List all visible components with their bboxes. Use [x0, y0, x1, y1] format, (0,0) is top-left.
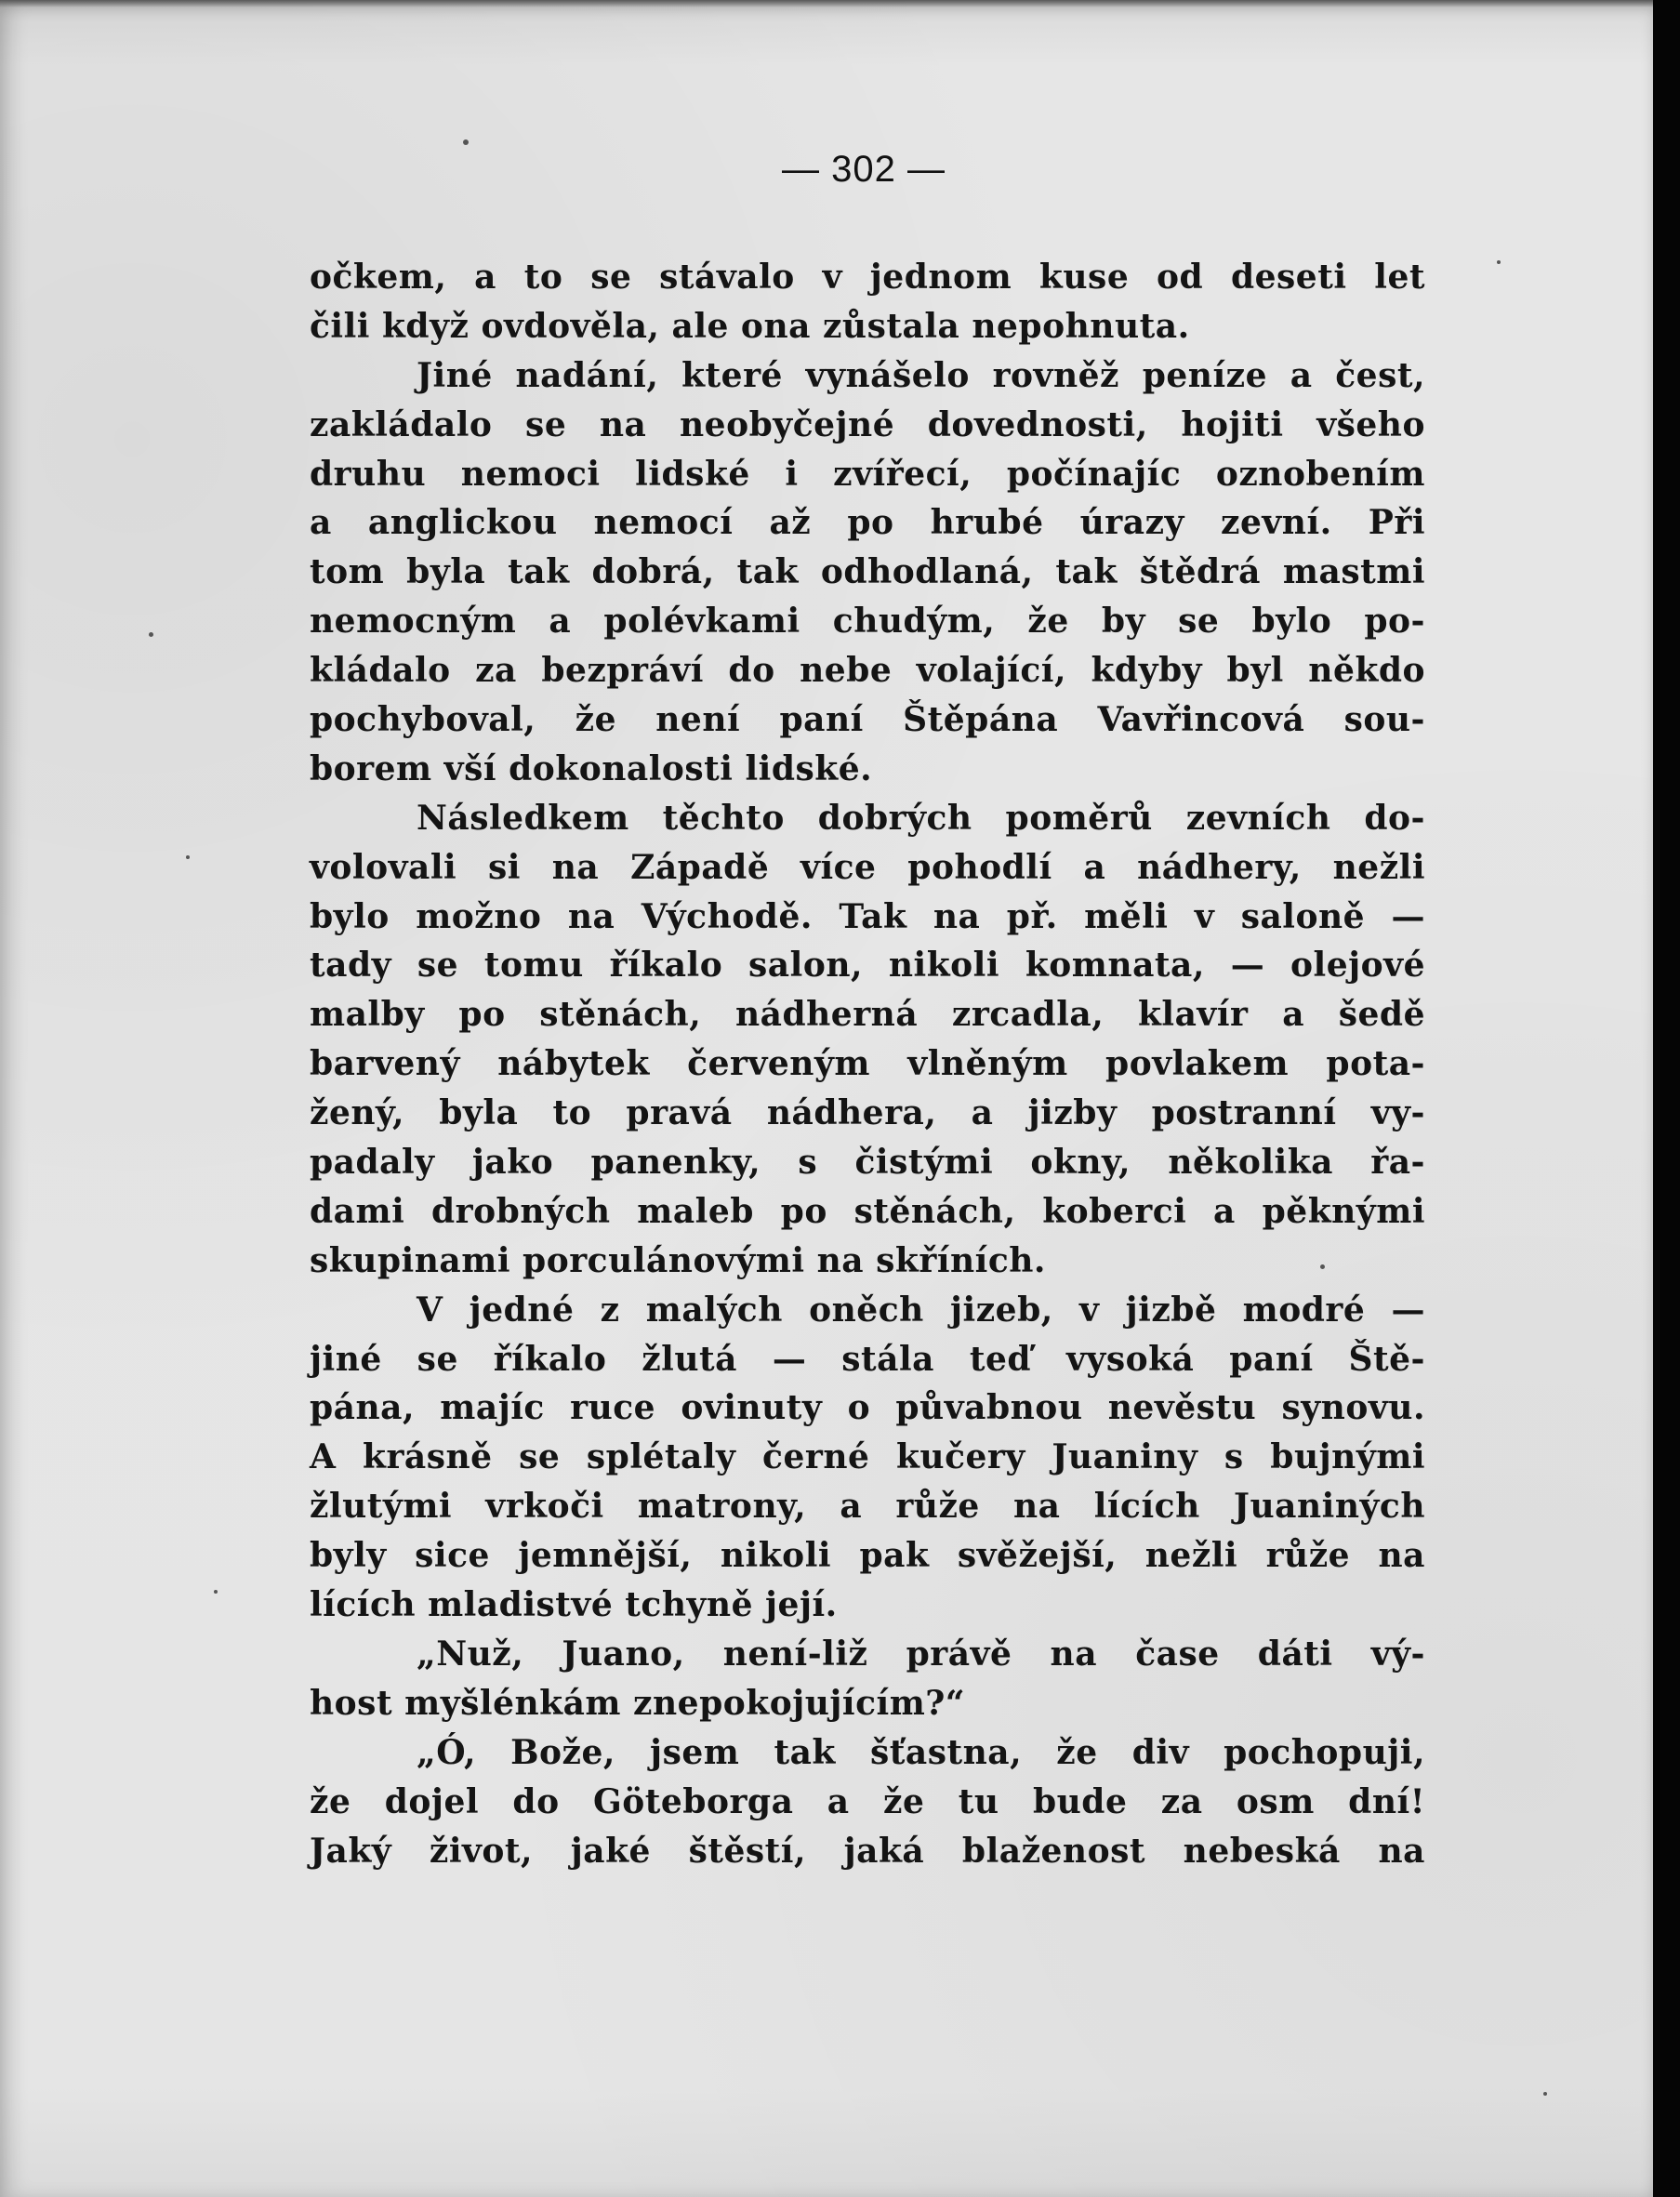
text-line: že dojel do Göteborga a že tu bude za osm dní! — [310, 1781, 1425, 1821]
text-line: pochyboval, že není paní Štěpána Vavřincová sou- — [310, 700, 1425, 740]
text-line: Následkem těchto dobrých poměrů zevních do- — [417, 798, 1425, 838]
scan-speck — [214, 1590, 218, 1594]
text-line: host myšlénkám znepokojujícím?“ — [310, 1683, 966, 1723]
text-line: očkem, a to se stávalo v jednom kuse od deseti let — [310, 258, 1425, 297]
text-line: kládalo za bezpráví do nebe volající, kdyby byl někdo — [310, 651, 1425, 691]
scan-speck — [1497, 260, 1501, 264]
text-line: lících mladistvé tchyně její. — [310, 1585, 838, 1625]
text-line: malby po stěnách, nádherná zrcadla, klavír a šedě — [310, 995, 1425, 1035]
text-line: pána, majíc ruce ovinuty o půvabnou nevěstu synovu. — [310, 1388, 1425, 1428]
text-line: zakládalo se na neobyčejné dovednosti, hojiti všeho — [310, 404, 1425, 444]
page-number: — 302 — — [782, 149, 946, 190]
text-line: padaly jako panenky, s čistými okny, několika řa- — [310, 1143, 1425, 1183]
text-line: čili když ovdověla, ale ona zůstala nepohnuta. — [310, 306, 1190, 346]
text-line: a anglickou nemocí až po hrubé úrazy zevní. Při — [310, 503, 1425, 543]
text-line: dami drobných maleb po stěnách, koberci a pěknými — [310, 1191, 1425, 1231]
text-line: žený, byla to pravá nádhera, a jizby postranní vy- — [310, 1093, 1425, 1133]
scan-speck — [463, 139, 469, 145]
text-line: volovali si na Západě více pohodlí a nádhery, nežli — [310, 847, 1425, 887]
text-line: jiné se říkalo žlutá — stála teď vysoká paní Ště- — [310, 1339, 1425, 1379]
scan-speck — [1320, 1264, 1325, 1269]
text-line: byly sice jemnější, nikoli pak svěžejší, nežli růže na — [310, 1536, 1425, 1576]
text-line: nemocným a polévkami chudým, že by se bylo po- — [310, 602, 1425, 642]
body-text — [310, 253, 1425, 1875]
text-line: „Ó, Bože, jsem tak šťastna, že div pochopuji, — [417, 1732, 1425, 1772]
text-line: Jiné nadání, které vynášelo rovněž peníze a čest, — [417, 355, 1425, 395]
text-line: žlutými vrkoči matrony, a růže na lících Juaniných — [310, 1487, 1425, 1527]
text-line: tady se tomu říkalo salon, nikoli komnata, — olejové — [310, 946, 1425, 986]
text-line: Jaký život, jaké štěstí, jaká blaženost nebeská na — [310, 1831, 1425, 1871]
text-line: tom byla tak dobrá, tak odhodlaná, tak štědrá mastmi — [310, 552, 1425, 592]
scan-speck — [149, 632, 153, 637]
text-line: „Nuž, Juano, není-liž právě na čase dáti vý- — [417, 1634, 1425, 1674]
scan-speck — [1543, 2092, 1547, 2096]
text-line: skupinami porculánovými na skříních. — [310, 1240, 1046, 1280]
text-line: druhu nemoci lidské i zvířecí, počínajíc oznobením — [310, 454, 1425, 494]
scan-border — [1653, 0, 1680, 2197]
scan-speck — [186, 855, 190, 859]
text-line: barvený nábytek červeným vlněným povlakem pota- — [310, 1044, 1425, 1084]
text-line: bylo možno na Východě. Tak na př. měli v saloně — — [310, 896, 1425, 936]
text-line: A krásně se splétaly černé kučery Juaniny s bujnými — [310, 1437, 1425, 1477]
text-line: borem vší dokonalosti lidské. — [310, 748, 873, 788]
page-top-shadow — [0, 0, 1653, 7]
text-line: V jedné z malých oněch jizeb, v jizbě modré — — [417, 1290, 1425, 1330]
